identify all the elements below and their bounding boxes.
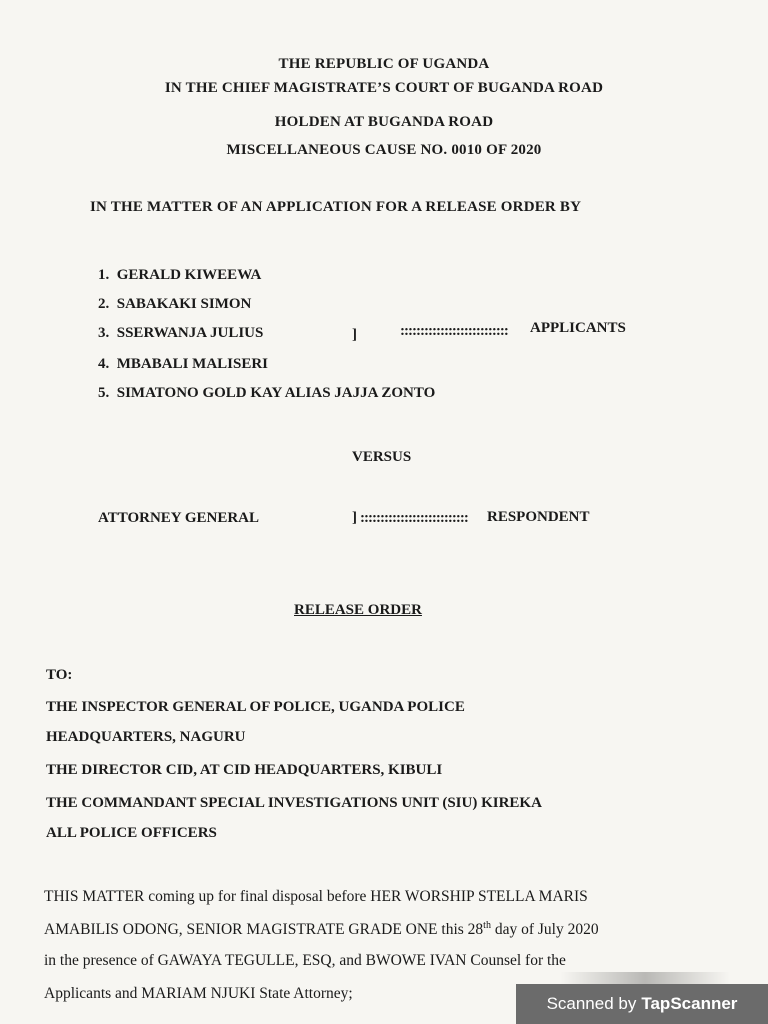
addressee-line: HEADQUARTERS, NAGURU (46, 729, 246, 745)
body-paragraph-line: AMABILIS ODONG, SENIOR MAGISTRATE GRADE ONE this 28th day of July 2020 (44, 920, 599, 939)
scanner-brand: TapScanner (641, 994, 738, 1013)
addressee-line: THE INSPECTOR GENERAL OF POLICE, UGANDA POLICE (46, 699, 465, 715)
matter-heading: IN THE MATTER OF AN APPLICATION FOR A RELEASE ORDER BY (90, 199, 582, 215)
applicant-name: SABAKAKI SIMON (116, 296, 252, 312)
header-holden: HOLDEN AT BUGANDA ROAD (274, 114, 494, 130)
applicant-name: GERALD KIWEEWA (116, 267, 262, 283)
applicant-name: SIMATONO GOLD KAY ALIAS JAJJA ZONTO (116, 385, 436, 401)
versus-label: VERSUS (352, 449, 412, 465)
respondent-dots: ::::::::::::::::::::::::::: (360, 510, 468, 526)
list-item: 3. SSERWANJA JULIUS (98, 325, 264, 341)
addressee-line: ALL POLICE OFFICERS (46, 825, 217, 841)
header-court: IN THE CHIEF MAGISTRATE’S COURT OF BUGANDA ROAD (164, 80, 604, 96)
addressee-line: THE DIRECTOR CID, AT CID HEADQUARTERS, KIBULI (46, 762, 443, 778)
body-paragraph-line: in the presence of GAWAYA TEGULLE, ESQ, and BWOWE IVAN Counsel for the (44, 952, 566, 969)
applicants-dots: ::::::::::::::::::::::::::: (400, 323, 508, 339)
applicants-bracket: ] (352, 327, 357, 343)
body-paragraph-line: THIS MATTER coming up for final disposal before HER WORSHIP STELLA MARIS (44, 888, 588, 905)
header-cause-number: MISCELLANEOUS CAUSE NO. 0010 OF 2020 (226, 142, 542, 158)
body-paragraph-line: Applicants and MARIAM NJUKI State Attorney; (44, 985, 353, 1002)
list-item: 5. SIMATONO GOLD KAY ALIAS JAJJA ZONTO (98, 385, 436, 401)
header-republic: THE REPUBLIC OF UGANDA (278, 56, 490, 72)
order-title: RELEASE ORDER (294, 602, 422, 618)
list-item: 2. SABAKAKI SIMON (98, 296, 252, 312)
list-item: 4. MBABALI MALISERI (98, 356, 269, 372)
applicants-label: APPLICANTS (530, 320, 626, 336)
list-item: 1. GERALD KIWEEWA (98, 267, 262, 283)
respondent-bracket: ] (352, 510, 357, 526)
respondent-label: RESPONDENT (487, 509, 590, 525)
to-label: TO: (46, 667, 73, 683)
applicant-name: SSERWANJA JULIUS (116, 325, 264, 341)
applicant-name: MBABALI MALISERI (116, 356, 269, 372)
respondent-name: ATTORNEY GENERAL (98, 510, 260, 526)
addressee-line: THE COMMANDANT SPECIAL INVESTIGATIONS UNIT (SIU) KIREKA (46, 795, 542, 811)
scanner-watermark-badge: Scanned by TapScanner (516, 984, 768, 1024)
